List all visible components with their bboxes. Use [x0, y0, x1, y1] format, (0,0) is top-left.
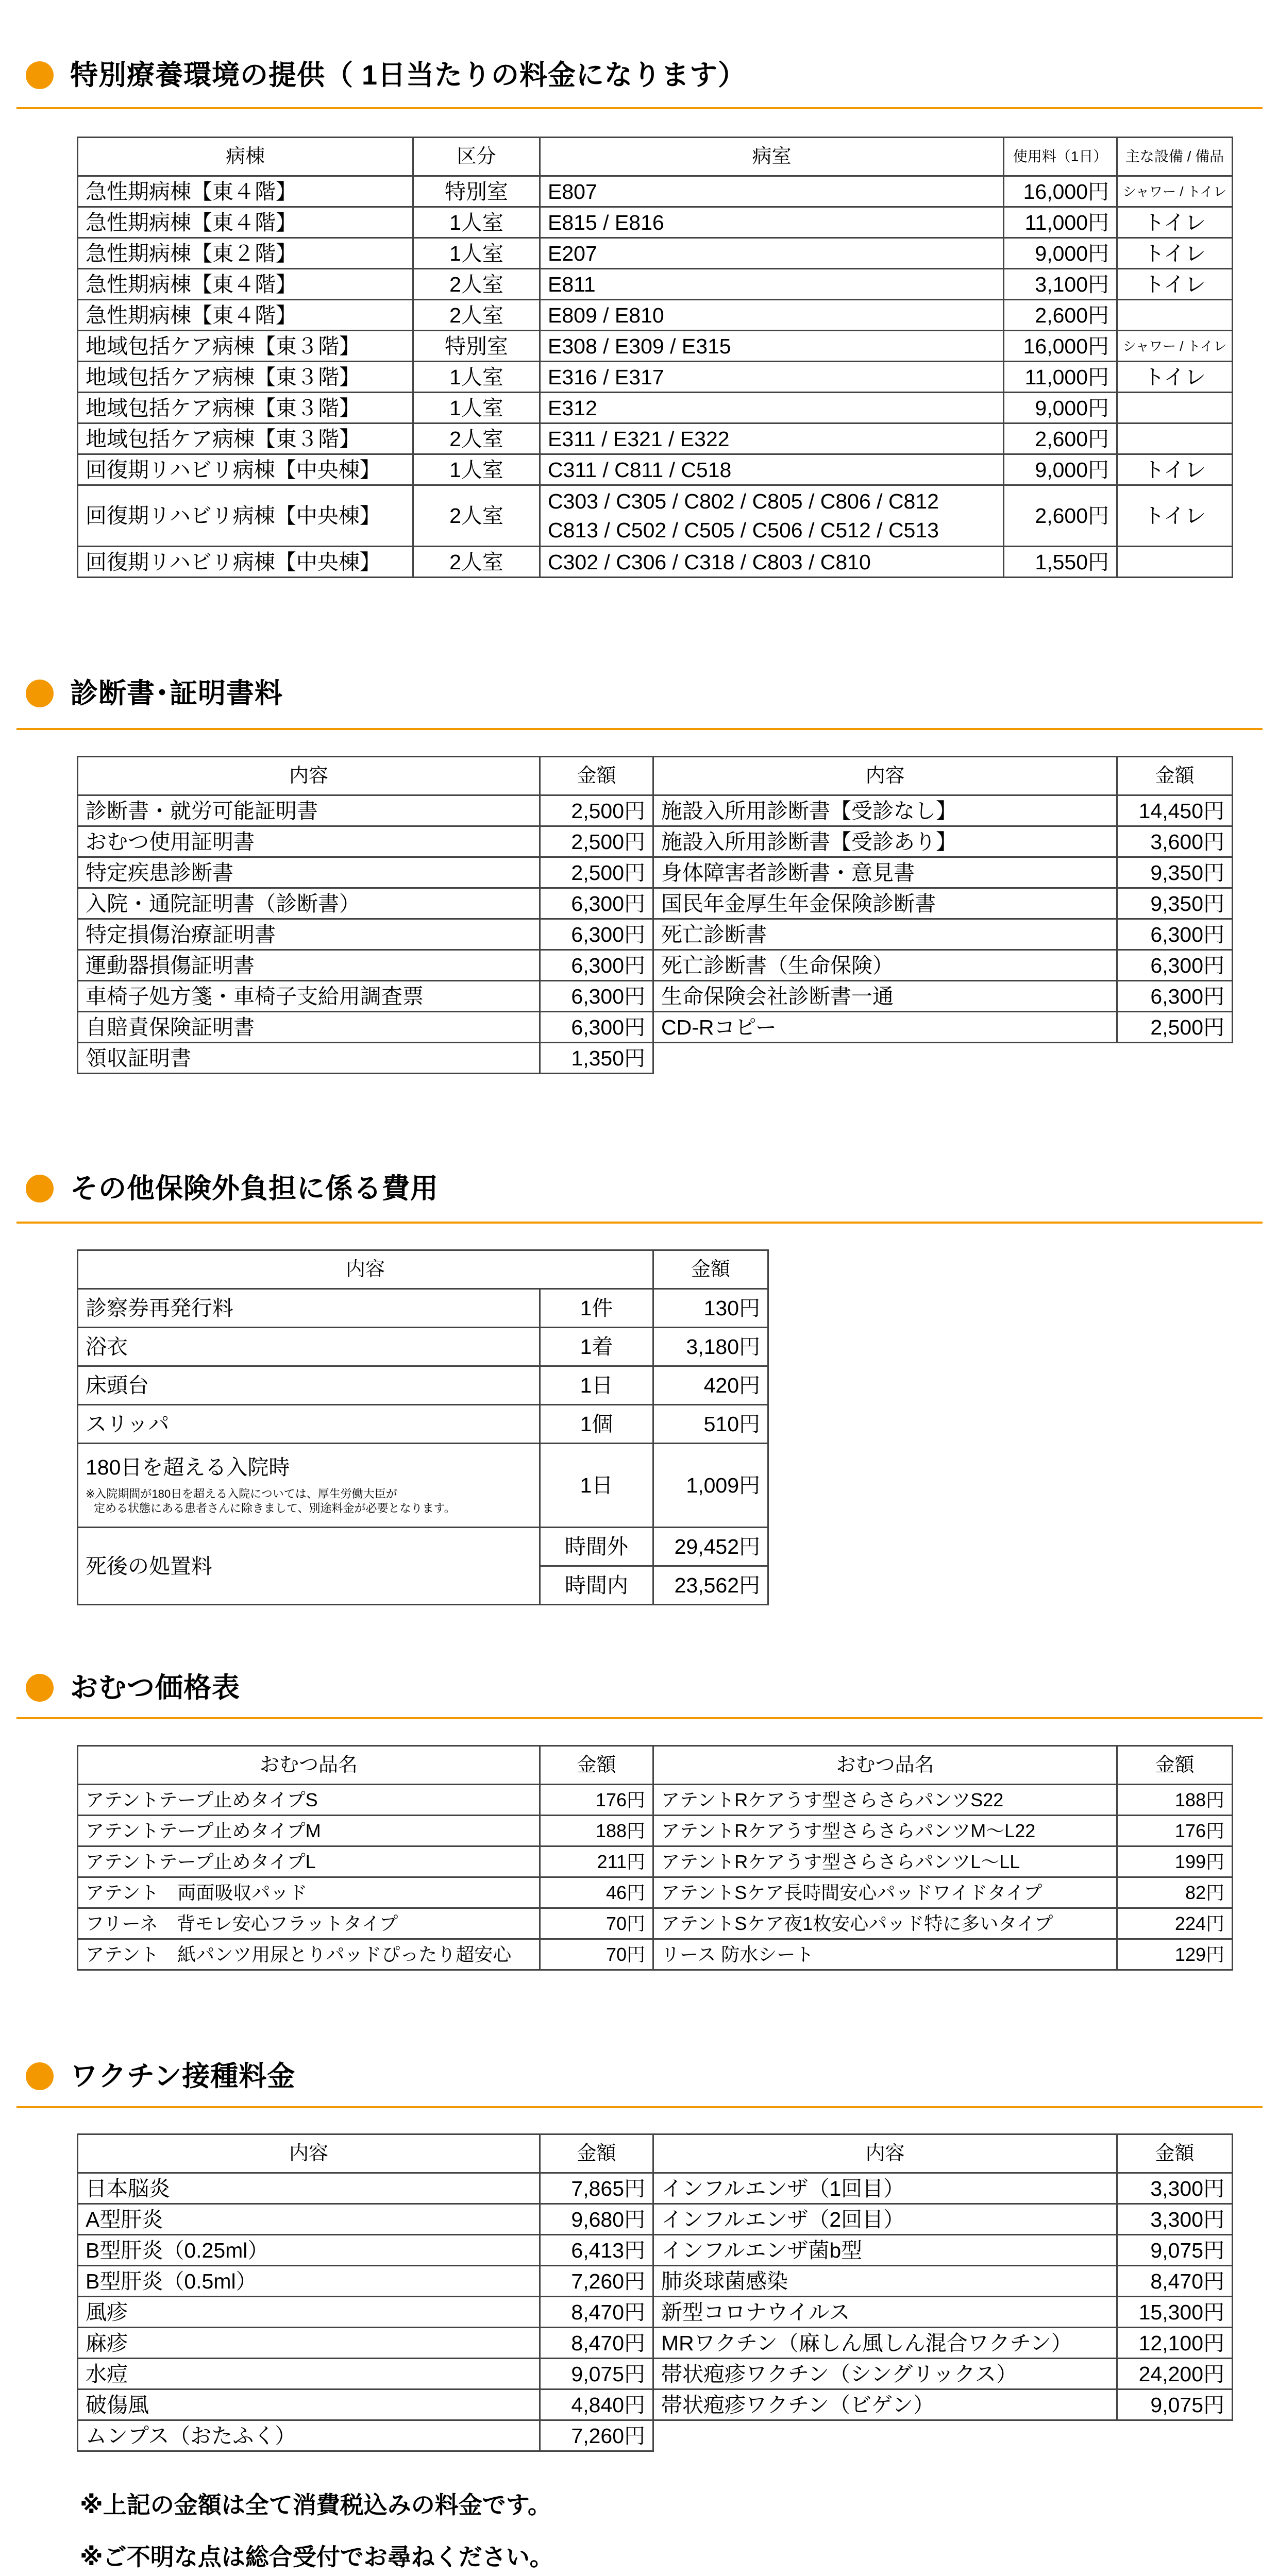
item-price: 3,300円 [1117, 2173, 1233, 2204]
item-name: 肺炎球菌感染 [653, 2266, 1117, 2297]
item-price: 2,500円 [540, 826, 653, 857]
table-row [78, 1877, 1233, 1908]
item-name: アテントRケアうす型さらさらパンツM～L22 [653, 1816, 1117, 1846]
room-type: 2人室 [413, 269, 540, 300]
table-row [78, 826, 1233, 857]
item-name: リース 防水シート [653, 1939, 1117, 1970]
table-row [78, 888, 1233, 919]
table-header-row [78, 138, 1233, 176]
table-header-row [78, 1746, 1233, 1785]
item-name: インフルエンザ（2回目） [653, 2204, 1117, 2235]
table-row [78, 1908, 1233, 1939]
item-name: 新型コロナウイルス [653, 2297, 1117, 2328]
item-name: インフルエンザ（1回目） [653, 2173, 1117, 2204]
column-header: 主な設備 / 備品 [1117, 138, 1233, 176]
item-name: 車椅子処方箋・車椅子支給用調査票 [78, 981, 540, 1012]
item-price: 130円 [653, 1289, 768, 1328]
room-type: 特別室 [413, 176, 540, 207]
item-name: 特定損傷治療証明書 [78, 919, 540, 950]
item-name: アテントテープ止めタイプM [78, 1816, 540, 1846]
item-price: 7,260円 [540, 2266, 653, 2297]
ward-name: 急性期病棟【東４階】 [78, 269, 413, 300]
long-stay-unit: 1日 [540, 1444, 653, 1528]
column-header: 区分 [413, 138, 540, 176]
item-price: 6,300円 [540, 919, 653, 950]
item-name: アテントSケア夜1枚安心パッド特に多いタイプ [653, 1908, 1117, 1939]
table-row [78, 300, 1233, 331]
equipment: トイレ [1117, 269, 1233, 300]
equipment [1117, 423, 1233, 454]
table-header-row [78, 2134, 1233, 2173]
item-price: 129円 [1117, 1939, 1233, 1970]
daily-fee: 9,000円 [1004, 393, 1117, 423]
column-header: 金額 [540, 757, 653, 795]
empty-cell [653, 1043, 1233, 1074]
item-price: 9,680円 [540, 2204, 653, 2235]
table-row [78, 919, 1233, 950]
table-row [78, 2297, 1233, 2328]
bullet-dot-icon [26, 1674, 54, 1702]
table-row [78, 981, 1233, 1012]
item-price: 176円 [540, 1785, 653, 1816]
column-header: 金額 [1117, 2134, 1233, 2173]
item-name: CD-Rコピー [653, 1012, 1117, 1043]
table-row [78, 2173, 1233, 2204]
item-name: 風疹 [78, 2297, 540, 2328]
table-row [78, 1366, 768, 1405]
section-heading-certificates [26, 678, 283, 709]
room-type: 2人室 [413, 485, 540, 547]
equipment: シャワー / トイレ [1117, 331, 1233, 362]
equipment: トイレ [1117, 362, 1233, 393]
divider [16, 728, 1263, 730]
daily-fee: 3,100円 [1004, 269, 1117, 300]
table-row [78, 2266, 1233, 2297]
room-numbers: E809 / E810 [540, 300, 1004, 331]
table-row [78, 331, 1233, 362]
item-name: 身体障害者診断書・意見書 [653, 857, 1117, 888]
table-row [78, 2420, 1233, 2451]
item-name: 領収証明書 [78, 1043, 540, 1074]
equipment [1117, 547, 1233, 578]
tax-note: ※上記の金額は全て消費税込みの料金です。 [80, 2492, 552, 2518]
item-price: 6,413円 [540, 2235, 653, 2266]
long-stay-cell [78, 1444, 540, 1528]
postmortem-price: 23,562円 [653, 1566, 768, 1605]
ward-name: 急性期病棟【東４階】 [78, 176, 413, 207]
table-row [78, 1043, 1233, 1074]
long-stay-note-line2: 定める状態にある患者さんに除きまして、別途料金が必要となります。 [94, 1502, 456, 1515]
item-unit: 1着 [540, 1328, 653, 1366]
room-numbers: E316 / E317 [540, 362, 1004, 393]
postmortem-price: 29,452円 [653, 1528, 768, 1566]
table-row [78, 2204, 1233, 2235]
column-header: 内容 [653, 757, 1117, 795]
equipment: トイレ [1117, 207, 1233, 238]
long-stay-label: 180日を超える入院時 [86, 1455, 290, 1479]
item-price: 420円 [653, 1366, 768, 1405]
table-row [78, 207, 1233, 238]
table-row [78, 2359, 1233, 2389]
long-stay-price: 1,009円 [653, 1444, 768, 1528]
item-name: B型肝炎（0.25ml） [78, 2235, 540, 2266]
certificate-fee-table [77, 756, 1233, 1074]
column-header: おむつ品名 [653, 1746, 1117, 1785]
room-numbers: E807 [540, 176, 1004, 207]
table-row [78, 485, 1233, 547]
item-name: 運動器損傷証明書 [78, 950, 540, 981]
item-unit: 1個 [540, 1405, 653, 1444]
bullet-dot-icon [26, 2062, 54, 2090]
item-name: 自賠責保険証明書 [78, 1012, 540, 1043]
item-name: 死亡診断書 [653, 919, 1117, 950]
table-row [78, 362, 1233, 393]
item-name: MRワクチン（麻しん風しん混合ワクチン） [653, 2328, 1117, 2359]
item-name: スリッパ [78, 1405, 540, 1444]
table-row [78, 547, 1233, 578]
column-header: 金額 [540, 1746, 653, 1785]
room-type: 1人室 [413, 207, 540, 238]
daily-fee: 16,000円 [1004, 331, 1117, 362]
divider [16, 1222, 1263, 1224]
section-title: 診断書･証明書料 [70, 678, 283, 709]
table-row [78, 950, 1233, 981]
item-name: アテント 紙パンツ用尿とりパッドぴったり超安心 [78, 1939, 540, 1970]
item-name: 生命保険会社診断書一通 [653, 981, 1117, 1012]
item-price: 82円 [1117, 1877, 1233, 1908]
item-price: 188円 [1117, 1785, 1233, 1816]
postmortem-label: 死後の処置料 [78, 1528, 540, 1605]
table-row [78, 1405, 768, 1444]
daily-fee: 11,000円 [1004, 207, 1117, 238]
daily-fee: 2,600円 [1004, 423, 1117, 454]
item-price: 70円 [540, 1939, 653, 1970]
divider [16, 107, 1263, 109]
item-price: 1,350円 [540, 1043, 653, 1074]
section-title: その他保険外負担に係る費用 [70, 1173, 439, 1204]
item-price: 3,600円 [1117, 826, 1233, 857]
item-name: アテントSケア長時間安心パッドワイドタイプ [653, 1877, 1117, 1908]
item-name: アテントテープ止めタイプL [78, 1846, 540, 1877]
table-row-long-stay [78, 1444, 768, 1528]
table-row-postmortem [78, 1528, 768, 1566]
item-name: 帯状疱疹ワクチン（シングリックス） [653, 2359, 1117, 2389]
section-heading-other-fees [26, 1173, 439, 1204]
column-header: 内容 [78, 757, 540, 795]
item-name: 麻疹 [78, 2328, 540, 2359]
room-numbers: C302 / C306 / C318 / C803 / C810 [540, 547, 1004, 578]
item-price: 12,100円 [1117, 2328, 1233, 2359]
item-name: フリーネ 背モレ安心フラットタイプ [78, 1908, 540, 1939]
item-price: 6,300円 [1117, 950, 1233, 981]
room-type: 1人室 [413, 362, 540, 393]
item-name: インフルエンザ菌b型 [653, 2235, 1117, 2266]
item-name: 診察券再発行料 [78, 1289, 540, 1328]
table-row [78, 2328, 1233, 2359]
item-price: 9,350円 [1117, 857, 1233, 888]
table-row [78, 1785, 1233, 1816]
item-price: 8,470円 [540, 2297, 653, 2328]
equipment: トイレ [1117, 454, 1233, 485]
room-type: 1人室 [413, 454, 540, 485]
long-stay-note-line1: ※入院期間が180日を超える入院については、厚生労働大臣が [86, 1487, 397, 1500]
item-price: 70円 [540, 1908, 653, 1939]
column-header: 金額 [1117, 757, 1233, 795]
daily-fee: 9,000円 [1004, 238, 1117, 269]
column-header: おむつ品名 [78, 1746, 540, 1785]
diaper-price-table [77, 1745, 1233, 1971]
item-price: 6,300円 [540, 1012, 653, 1043]
item-price: 46円 [540, 1877, 653, 1908]
table-row [78, 2235, 1233, 2266]
item-price: 15,300円 [1117, 2297, 1233, 2328]
daily-fee: 2,600円 [1004, 300, 1117, 331]
column-header: 内容 [653, 2134, 1117, 2173]
item-price: 2,500円 [540, 857, 653, 888]
vaccine-fee-table [77, 2133, 1233, 2452]
room-numbers: E312 [540, 393, 1004, 423]
room-type: 1人室 [413, 393, 540, 423]
equipment: トイレ [1117, 238, 1233, 269]
column-header: 金額 [540, 2134, 653, 2173]
column-header: 使用料（1日） [1004, 138, 1117, 176]
item-name: B型肝炎（0.5ml） [78, 2266, 540, 2297]
table-row [78, 1289, 768, 1328]
table-row [78, 238, 1233, 269]
room-numbers [540, 485, 1004, 547]
room-numbers: E207 [540, 238, 1004, 269]
ward-name: 急性期病棟【東４階】 [78, 300, 413, 331]
item-price: 211円 [540, 1846, 653, 1877]
postmortem-time-type: 時間外 [540, 1528, 653, 1566]
item-price: 9,350円 [1117, 888, 1233, 919]
item-price: 9,075円 [540, 2359, 653, 2389]
room-type: 特別室 [413, 331, 540, 362]
equipment [1117, 393, 1233, 423]
item-price: 176円 [1117, 1816, 1233, 1846]
column-header: 内容 [78, 2134, 540, 2173]
item-name: 日本脳炎 [78, 2173, 540, 2204]
item-price: 3,180円 [653, 1328, 768, 1366]
table-row [78, 1012, 1233, 1043]
empty-cell [653, 2420, 1233, 2451]
item-name: 施設入所用診断書【受診あり】 [653, 826, 1117, 857]
item-price: 14,450円 [1117, 795, 1233, 826]
item-price: 4,840円 [540, 2389, 653, 2420]
item-price: 6,300円 [540, 950, 653, 981]
column-header: 病棟 [78, 138, 413, 176]
section-title: ワクチン接種料金 [70, 2061, 296, 2092]
equipment: トイレ [1117, 485, 1233, 547]
room-numbers-line1: C303 / C305 / C802 / C805 / C806 / C812 [548, 489, 939, 513]
column-header: 金額 [1117, 1746, 1233, 1785]
item-price: 199円 [1117, 1846, 1233, 1877]
section-heading-vaccines [26, 2061, 295, 2092]
ward-name: 急性期病棟【東４階】 [78, 207, 413, 238]
room-type: 2人室 [413, 547, 540, 578]
table-row [78, 2389, 1233, 2420]
item-name: 床頭台 [78, 1366, 540, 1405]
item-name: 国民年金厚生年金保険診断書 [653, 888, 1117, 919]
item-name: 診断書・就労可能証明書 [78, 795, 540, 826]
room-numbers: E811 [540, 269, 1004, 300]
divider [16, 2106, 1263, 2108]
item-name: 入院・通院証明書（診断書） [78, 888, 540, 919]
item-name: 破傷風 [78, 2389, 540, 2420]
room-numbers-line2: C813 / C502 / C505 / C506 / C512 / C513 [548, 518, 939, 542]
item-name: 特定疾患診断書 [78, 857, 540, 888]
item-price: 2,500円 [540, 795, 653, 826]
item-name: アテント 両面吸収パッド [78, 1877, 540, 1908]
table-row [78, 1328, 768, 1366]
item-price: 24,200円 [1117, 2359, 1233, 2389]
ward-name: 急性期病棟【東２階】 [78, 238, 413, 269]
item-price: 8,470円 [1117, 2266, 1233, 2297]
daily-fee: 2,600円 [1004, 485, 1117, 547]
table-row [78, 1816, 1233, 1846]
header-content: 内容 [78, 1250, 653, 1289]
bullet-dot-icon [26, 61, 54, 89]
table-row [78, 1846, 1233, 1877]
room-numbers: E311 / E321 / E322 [540, 423, 1004, 454]
table-row [78, 423, 1233, 454]
bullet-dot-icon [26, 680, 54, 707]
table-row [78, 454, 1233, 485]
item-price: 9,075円 [1117, 2235, 1233, 2266]
item-price: 6,300円 [1117, 919, 1233, 950]
item-name: 死亡診断書（生命保険） [653, 950, 1117, 981]
daily-fee: 1,550円 [1004, 547, 1117, 578]
table-row [78, 176, 1233, 207]
ward-name: 地域包括ケア病棟【東３階】 [78, 423, 413, 454]
divider [16, 1717, 1263, 1719]
room-numbers: E815 / E816 [540, 207, 1004, 238]
item-unit: 1日 [540, 1366, 653, 1405]
item-price: 6,300円 [540, 888, 653, 919]
item-name: アテントRケアうす型さらさらパンツL～LL [653, 1846, 1117, 1877]
ward-name: 地域包括ケア病棟【東３階】 [78, 393, 413, 423]
table-row [78, 795, 1233, 826]
table-header-row [78, 1250, 768, 1289]
daily-fee: 16,000円 [1004, 176, 1117, 207]
daily-fee: 11,000円 [1004, 362, 1117, 393]
item-name: ムンプス（おたふく） [78, 2420, 540, 2451]
postmortem-time-type: 時間内 [540, 1566, 653, 1605]
equipment: シャワー / トイレ [1117, 176, 1233, 207]
column-header: 病室 [540, 138, 1004, 176]
inquiry-note: ※ご不明な点は総合受付でお尋ねください。 [80, 2544, 553, 2570]
section-title: 特別療養環境の提供（ 1日当たりの料金になります） [70, 60, 747, 91]
room-numbers: E308 / E309 / E315 [540, 331, 1004, 362]
table-row [78, 857, 1233, 888]
ward-name: 地域包括ケア病棟【東３階】 [78, 362, 413, 393]
section-title: おむつ価格表 [70, 1672, 240, 1703]
item-price: 9,075円 [1117, 2389, 1233, 2420]
item-price: 7,865円 [540, 2173, 653, 2204]
room-numbers: C311 / C811 / C518 [540, 454, 1004, 485]
room-type: 2人室 [413, 300, 540, 331]
item-price: 8,470円 [540, 2328, 653, 2359]
ward-name: 回復期リハビリ病棟【中央棟】 [78, 454, 413, 485]
item-price: 6,300円 [540, 981, 653, 1012]
other-fee-table [77, 1249, 769, 1605]
item-name: 水痘 [78, 2359, 540, 2389]
item-price: 224円 [1117, 1908, 1233, 1939]
daily-fee: 9,000円 [1004, 454, 1117, 485]
private-room-fee-table [77, 137, 1233, 578]
table-header-row [78, 757, 1233, 795]
item-price: 188円 [540, 1816, 653, 1846]
item-name: おむつ使用証明書 [78, 826, 540, 857]
item-name: アテントRケアうす型さらさらパンツS22 [653, 1785, 1117, 1816]
item-price: 3,300円 [1117, 2204, 1233, 2235]
table-row [78, 393, 1233, 423]
table-row [78, 269, 1233, 300]
header-amount: 金額 [653, 1250, 768, 1289]
item-price: 510円 [653, 1405, 768, 1444]
item-price: 6,300円 [1117, 981, 1233, 1012]
room-type: 1人室 [413, 238, 540, 269]
section-heading-diapers [26, 1672, 240, 1703]
item-price: 2,500円 [1117, 1012, 1233, 1043]
item-unit: 1件 [540, 1289, 653, 1328]
equipment [1117, 300, 1233, 331]
item-name: 浴衣 [78, 1328, 540, 1366]
table-row [78, 1939, 1233, 1970]
room-type: 2人室 [413, 423, 540, 454]
ward-name: 回復期リハビリ病棟【中央棟】 [78, 547, 413, 578]
bullet-dot-icon [26, 1175, 54, 1202]
item-name: 施設入所用診断書【受診なし】 [653, 795, 1117, 826]
section-heading-private-room [26, 60, 746, 91]
ward-name: 回復期リハビリ病棟【中央棟】 [78, 485, 413, 547]
item-name: 帯状疱疹ワクチン（ビゲン） [653, 2389, 1117, 2420]
ward-name: 地域包括ケア病棟【東３階】 [78, 331, 413, 362]
item-name: A型肝炎 [78, 2204, 540, 2235]
item-price: 7,260円 [540, 2420, 653, 2451]
item-name: アテントテープ止めタイプS [78, 1785, 540, 1816]
